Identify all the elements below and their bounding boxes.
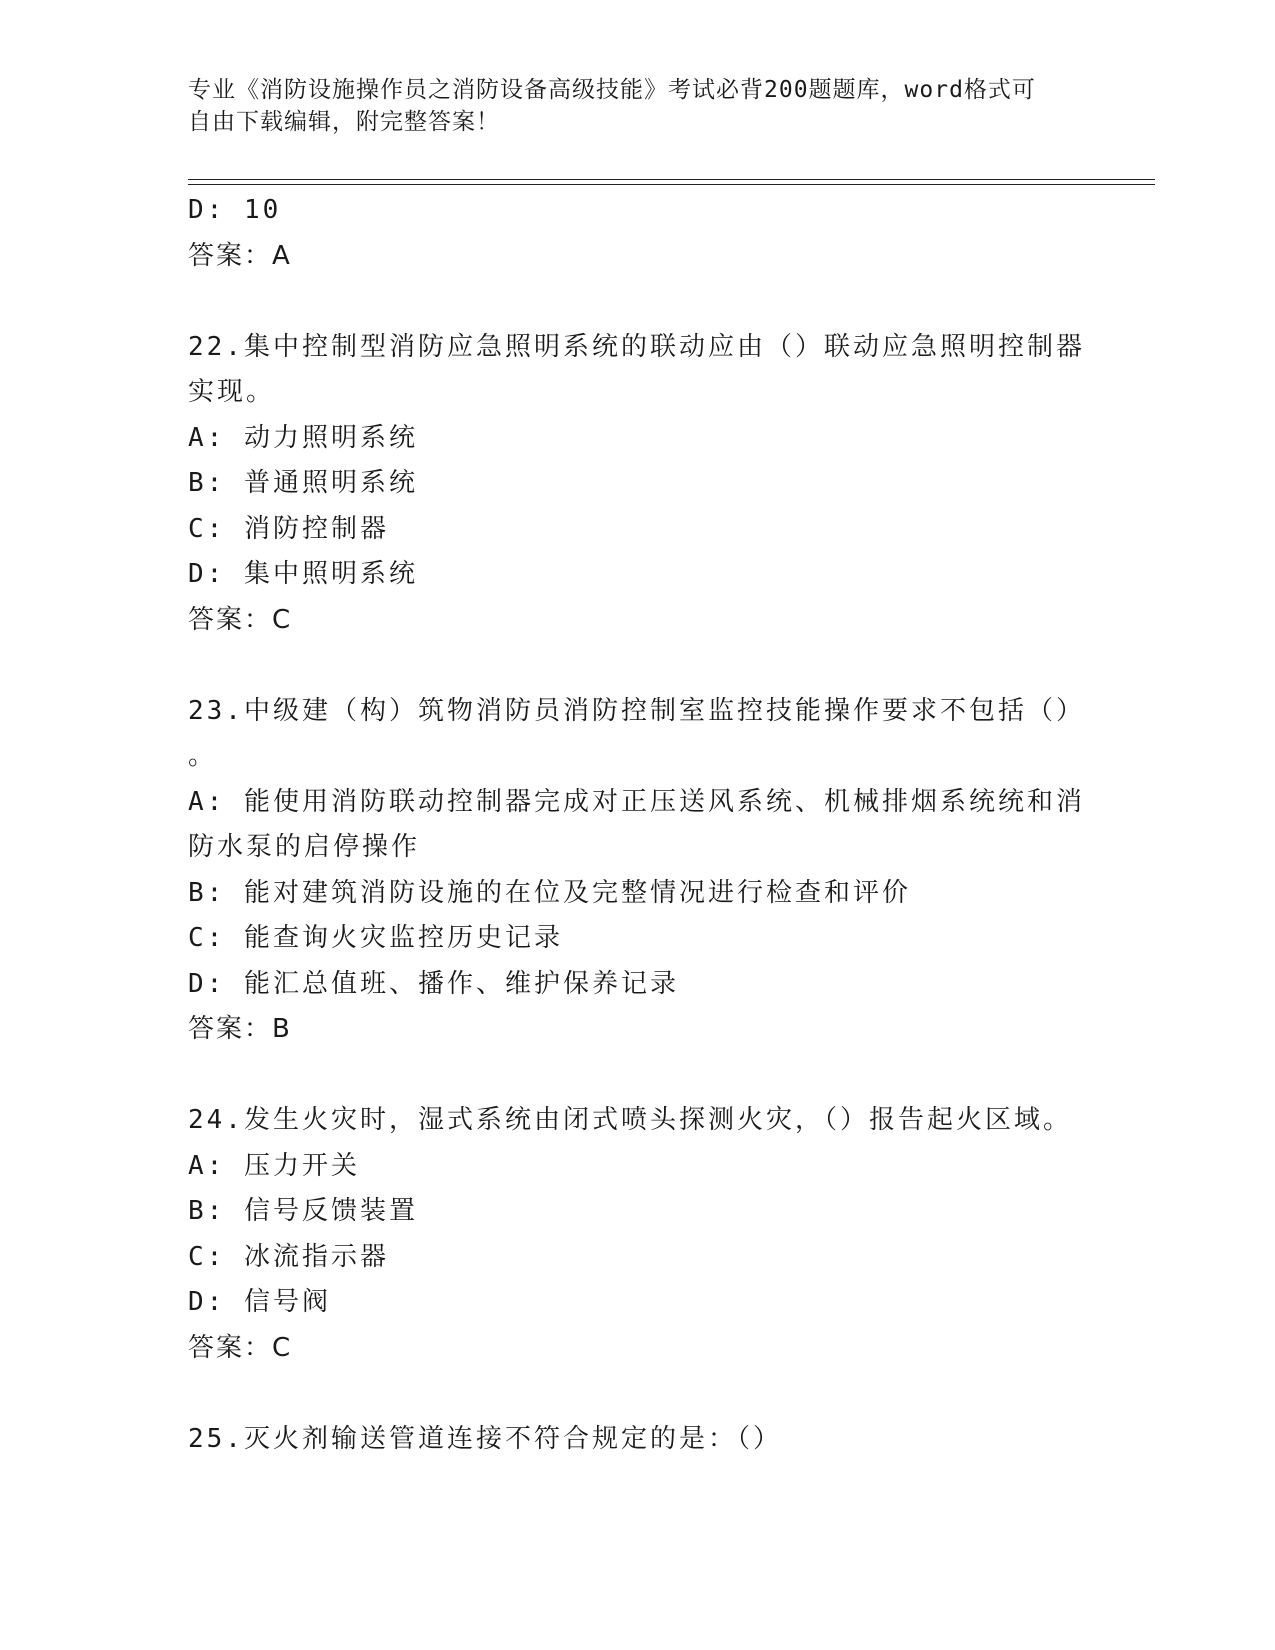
- header-title-line-1: 专业《消防设施操作员之消防设备高级技能》考试必背200题题库，word格式可: [188, 77, 1036, 103]
- answer: 答案：C: [188, 604, 293, 635]
- question-23: [188, 689, 1088, 1053]
- option-a: A: 压力开关: [188, 1150, 360, 1181]
- question-stem-continued: 实现。: [188, 377, 276, 407]
- header-divider-top: [188, 179, 1155, 180]
- option-c: C: 消防控制器: [188, 513, 389, 544]
- answer: 答案：A: [188, 240, 292, 271]
- question-stem: 22.集中控制型消防应急照明系统的联动应由（）联动应急照明控制器: [188, 331, 1085, 362]
- option-b: B: 能对建筑消防设施的在位及完整情况进行检查和评价: [188, 877, 911, 908]
- option-d: D: 能汇总值班、播作、维护保养记录: [188, 968, 679, 999]
- question-stem: 23.中级建（构）筑物消防员消防控制室监控技能操作要求不包括（）: [188, 695, 1085, 726]
- option-a-continued: 防水泵的启停操作: [188, 832, 421, 862]
- option-a: A: 能使用消防联动控制器完成对正压送风系统、机械排烟系统统和消: [188, 786, 1085, 817]
- spacer: [188, 1053, 1088, 1099]
- question-stem: 24.发生火灾时，湿式系统由闭式喷头探测火灾，（）报告起火区域。: [188, 1105, 1072, 1135]
- option-d: D: 10: [188, 195, 282, 225]
- document-header: [188, 74, 1068, 138]
- question-22: [188, 325, 1088, 644]
- answer: 答案：C: [188, 1332, 293, 1363]
- question-stem: 25.灭火剂输送管道连接不符合规定的是：（）: [188, 1423, 782, 1454]
- header-divider-bottom: [188, 184, 1155, 185]
- header-title-line-2: 自由下载编辑，附完整答案！: [188, 109, 500, 135]
- question-stem-continued: 。: [188, 741, 218, 771]
- answer: 答案：B: [188, 1014, 292, 1044]
- option-c: C: 冰流指示器: [188, 1241, 389, 1272]
- option-a: A: 动力照明系统: [188, 422, 418, 453]
- spacer: [188, 1371, 1088, 1417]
- question-list: [188, 188, 1088, 1462]
- option-b: B: 普通照明系统: [188, 468, 418, 498]
- option-d: D: 信号阀: [188, 1287, 331, 1317]
- spacer: [188, 279, 1088, 325]
- question-25: [188, 1417, 1088, 1463]
- option-b: B: 信号反馈装置: [188, 1196, 418, 1226]
- question-24: [188, 1098, 1088, 1371]
- option-d: D: 集中照明系统: [188, 559, 418, 589]
- option-c: C: 能查询火灾监控历史记录: [188, 923, 563, 953]
- spacer: [188, 643, 1088, 689]
